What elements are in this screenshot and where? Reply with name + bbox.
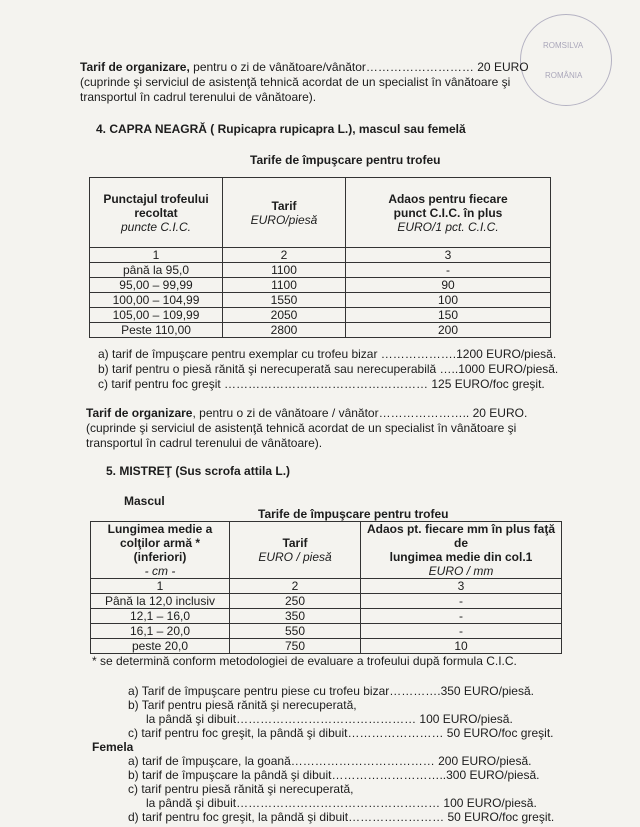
s5-footnote: * se determină conform metodologiei de evaluare a trofeului după formula C.I.C. [92,654,517,668]
s5-colnum-row: 1 2 3 [91,579,562,594]
s5-mascul-item-a: a) Tarif de împuşcare pentru piese cu trofeu bizar………….350 EURO/piesă. [128,684,534,698]
s5-mascul-item-b: b) Tarif pentru piesă rănită şi nerecuperată, [128,698,357,712]
table-row: 12,1 – 16,0 350 - [91,609,562,624]
s5-femela-item-d: d) tarif pentru foc greşit, la pândă şi dibuit…………………… 50 EURO/foc greşit. [128,810,555,824]
table-row: 105,00 – 109,99 2050 150 [90,308,551,323]
table-row: Până la 12,0 inclusiv 250 - [91,594,562,609]
top-org-text: pentru o zi de vânătoare/vânător……………………… 20 EURO [189,60,529,74]
section5-femela-label: Femela [92,740,134,754]
s4-item-c: c) tarif pentru foc greşit …………………………………………… 125 EURO/foc greşit. [98,377,545,391]
s4-colnum-row: 1 2 3 [90,248,551,263]
table-row: peste 20,0 750 10 [91,639,562,654]
s5-femela-item-a: a) tarif de împuşcare, la goană……………………………… 200 EURO/piesă. [128,754,532,768]
section5-table-title: Tarife de împuşcare pentru trofeu [258,507,449,521]
s4-org-note1: (cuprinde şi serviciul de asistenţă tehnică acordat de un specialist în vânătoare şi [86,421,517,435]
table-row: până la 95,0 1100 - [90,263,551,278]
section5-title: 5. MISTREŢ (Sus scrofa attila L.) [106,464,291,478]
stamp-seal [520,14,612,106]
s5-mascul-item-c: c) tarif pentru foc greşit, la pândă şi dibuit…………………… 50 EURO/foc greşit. [128,726,554,740]
table-row: 16,1 – 20,0 550 - [91,624,562,639]
top-org-note2: transportul în cadrul terenului de vânătoare). [80,90,317,104]
section4-table [89,177,551,338]
s4-header-col3: Adaos pentru fiecare punct C.I.C. în plus EURO/1 pct. C.I.C. [346,178,551,248]
section5-mascul-label: Mascul [124,494,165,508]
top-org-note1: (cuprinde şi serviciul de asistenţă tehnică acordat de un specialist în vânătoare şi [80,75,511,89]
s5-mascul-item-b2: la pândă şi dibuit……………………………………… 100 EURO/piesă. [146,712,513,726]
stamp-text-b: ROMÂNIA [545,71,583,80]
stamp-text-a: ROMSILVA [543,41,584,50]
s5-header-col1: Lungimea medie a colţilor armă * (inferiori) - cm - [91,522,230,579]
section5-table [90,521,562,654]
s4-org-note2: transportul în cadrul terenului de vânătoare). [86,436,323,450]
table-row: 95,00 – 99,99 1100 90 [90,278,551,293]
section4-title: 4. CAPRA NEAGRĂ ( Rupicapra rupicapra L.), mascul sau femelă [96,122,466,136]
s5-femela-item-c2: la pândă şi dibuit…………………………………………… 100 EURO/piesă. [146,796,537,810]
s5-femela-item-b: b) tarif de împuşcare la pândă şi dibuit………………………..300 EURO/piesă. [128,768,540,782]
top-org-label: Tarif de organizare, [80,60,190,74]
s5-femela-item-c: c) tarif pentru piesă rănită şi nerecuperată, [128,782,354,796]
s4-header-col2: Tarif EURO/piesă [223,178,346,248]
s5-header-col2: Tarif EURO / piesă [230,522,361,579]
s5-header-col3: Adaos pt. fiecare mm în plus faţă de lungimea medie din col.1 EURO / mm [361,522,562,579]
s4-header-col1: Punctajul trofeului recoltat puncte C.I.C. [90,178,223,248]
table-row: Peste 110,00 2800 200 [90,323,551,338]
s4-item-a: a) tarif de împuşcare pentru exemplar cu trofeu bizar ……………….1200 EURO/piesă. [98,347,557,361]
s4-item-b: b) tarif pentru o piesă rănită şi nerecuperată sau nerecuperabilă …..1000 EURO/piesă. [98,362,559,376]
s4-org-line [86,406,527,420]
s4-org-label: Tarif de organizare [86,406,193,420]
section4-table-title: Tarife de împuşcare pentru trofeu [250,153,441,167]
table-row: 100,00 – 104,99 1550 100 [90,293,551,308]
s4-org-text: , pentru o zi de vânătoare / vânător………………….. 20 EURO. [192,406,528,420]
top-org-line [80,60,529,74]
